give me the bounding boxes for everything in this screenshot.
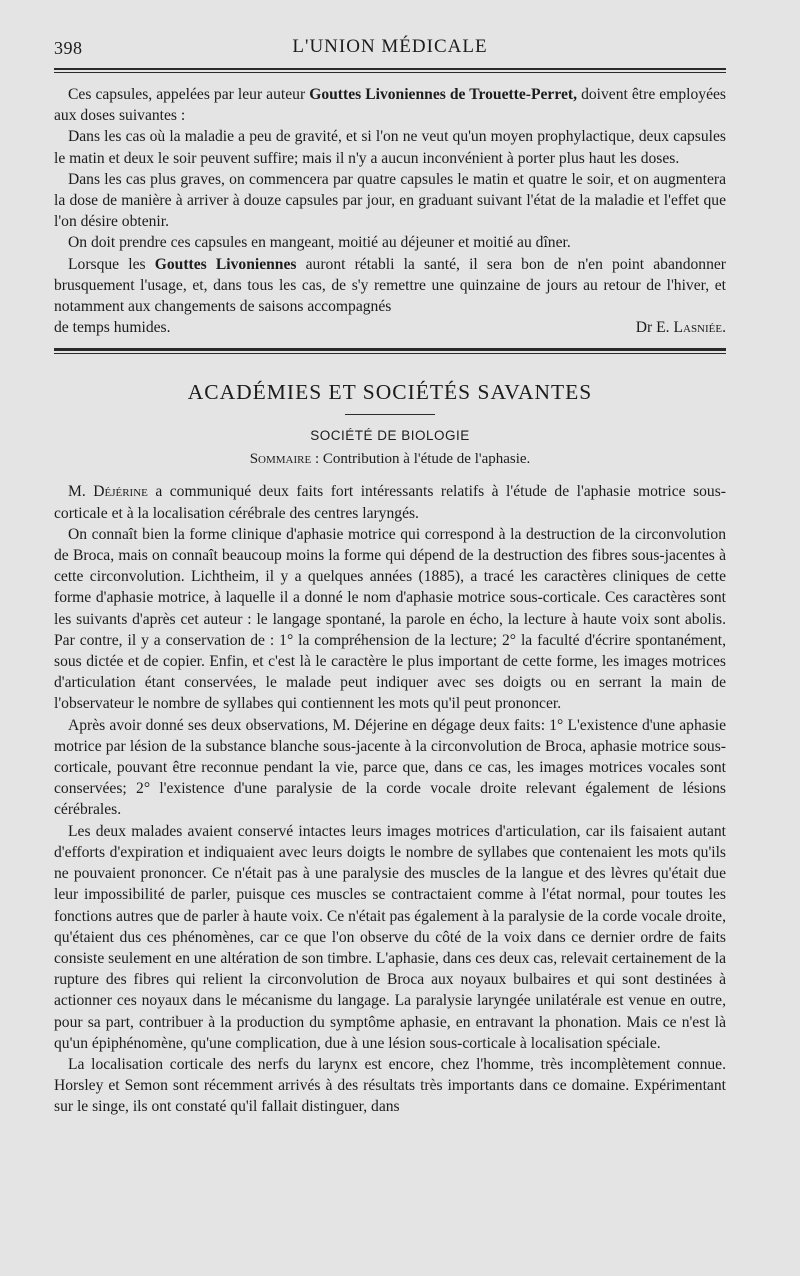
subsection-title: SOCIÉTÉ DE BIOLOGIE — [310, 428, 470, 444]
author-name: Déjérine — [93, 483, 148, 501]
section-title: ACADÉMIES ET SOCIÉTÉS SAVANTES — [187, 380, 593, 405]
body-p1-prefix: M. — [68, 483, 94, 501]
header-rule-thin — [54, 72, 726, 73]
intro-p5-last-line: de temps humides. — [54, 319, 171, 337]
body-paragraph-3: Après avoir donné ses deux observations, M. Déjerine en dégage deux faits: 1° L'existence d'une aphasie motrice par lésion de la substance blanche sous-jacente à la circonvolution de Broca, aphasie motrice sous-corticale, pouvant être reconnue pendant la vie, parce que, dans ce cas, les images motrices vocales sont conservées; 2° l'existence d'une paralysie de la corde vocale droite relevant également de lésions cérébrales. — [54, 716, 726, 819]
intro-p5-text: Lorsque les — [68, 255, 155, 273]
product-name-short: Gouttes Livoniennes — [154, 255, 297, 273]
sommaire — [54, 449, 726, 469]
header-rule — [54, 68, 726, 70]
body-p1-text: a communiqué deux faits fort intéressants relatifs à l'étude de l'aphasie motrice sous-corticale et à la localisation cérébrale des centres laryngés. — [54, 483, 726, 522]
signature — [636, 317, 726, 338]
signature-line — [54, 317, 726, 338]
section-separator-thin — [54, 353, 726, 354]
body-paragraph-2: On connaît bien la forme clinique d'aphasie motrice qui correspond à la destruction de la circonvolution de Broca, mais on connaît beaucoup moins la forme qui dépend de la destruction des fibres sous-jacentes à cette circonvolution. Lichtheim, il y a quelques années (1885), a tracé les caractères cliniques de cette forme d'aphasie motrice, à laquelle il a donné le nom d'aphasie motrice sous-corticale. Ces caractères sont les suivants d'après cet auteur : le langage spontané, la parole en écho, la lecture à haute voix sont abolis. Par contre, il y a conservation de : 1° la compréhension de la lecture; 2° la faculté d'écrire spontanément, sous dictée et de copier. Enfin, et c'est là le caractère le plus important de cette forme, les images motrices d'articulation étant conservées, le malade peut indiquer avec ses doigts ou en serrant la main de l'observateur le nombre de syllabes qui contiennent les mots qu'il peut prononcer. — [54, 525, 726, 713]
body-paragraph-4: Les deux malades avaient conservé intactes leurs images motrices d'articulation, car ils faisaient autant d'efforts d'expiration et indiquaient avec leurs doigts le nombre de syllabes que contenaient les mots qu'ils ne pouvaient prononcer. Ce n'était pas à une paralysie des muscles de la langue et des lèvres qu'était due leur impossibilité de parler, puisque ces muscles se contractaient comme à l'état normal, pour toutes les fonctions autres que de parler à haute voix. Ce n'était pas également à la paralysie de la corde vocale droite, qu'étaient dus ces phénomènes, car ce que l'on observe du côté de la voix dans ce dernier ordre de faits consiste seulement en une altération de son timbre. L'aphasie, dans ces deux cas, relevait certainement de la rupture des fibres qui relient la circonvolution de Broca aux noyaux bulbaires et qui sont destinées à actionner ces noyaux dans le mécanisme du langage. La paralysie laryngée unilatérale est venue en outre, pour sa part, contribuer à la production du symptôme aphasie, en entravant la phonation. Mais ce n'est là qu'un épiphénomène, qu'une complication, due à une lésion sous-corticale à localisation spéciale. — [54, 822, 726, 1052]
intro-paragraph-1 — [54, 84, 726, 126]
body-paragraph-5: La localisation corticale des nerfs du larynx est encore, chez l'homme, très incomplètement connue. Horsley et Semon sont récemment arrivés à des résultats très importants dans ce domaine. Expérimentant sur le singe, ils ont constaté qu'il fallait distinguer, dans — [54, 1055, 726, 1116]
title-rule — [345, 414, 435, 415]
page-number: 398 — [54, 38, 83, 58]
body-paragraph-1 — [54, 481, 726, 523]
intro-p5-text-end: auront rétabli la santé, il sera bon de n'en point abandonner brusquement l'usage, et, dans tous les cas, de s'y remettre une quinzaine de jours au retour de l'hiver, et notamment aux changements de saisons accompagnés — [54, 255, 726, 316]
intro-paragraph-4: On doit prendre ces capsules en mangeant, moitié au déjeuner et moitié au dîner. — [68, 234, 571, 252]
running-title: L'UNION MÉDICALE — [292, 36, 488, 57]
page-header — [54, 34, 726, 64]
intro-paragraph-3: Dans les cas plus graves, on commencera par quatre capsules le matin et quatre le soir, et on augmentera la dose de manière à arriver à douze capsules par jour, en graduant suivant l'état de la maladie et l'effet que l'on désire obtenir. — [54, 170, 726, 231]
sommaire-text: : Contribution à l'étude de l'aphasie. — [311, 451, 531, 468]
product-name: Gouttes Livoniennes de Trouette-Perret, — [309, 86, 578, 103]
intro-p1-text: Ces capsules, appelées par leur auteur — [68, 86, 310, 103]
signature-name: Lasniée. — [673, 319, 726, 337]
section-separator — [54, 348, 726, 351]
signature-prefix: Dr E. — [635, 319, 674, 337]
sommaire-label: Sommaire — [249, 451, 312, 468]
intro-p1-text-end: doivent être employées aux doses suivantes : — [54, 86, 726, 125]
page-content — [54, 84, 726, 1118]
intro-paragraph-2: Dans les cas où la maladie a peu de gravité, et si l'on ne veut qu'un moyen prophylactique, deux capsules le matin et deux le soir peuvent suffire; mais il n'y a aucun inconvénient à porter plus haut les doses. — [54, 128, 726, 167]
intro-paragraph-5 — [54, 254, 726, 318]
